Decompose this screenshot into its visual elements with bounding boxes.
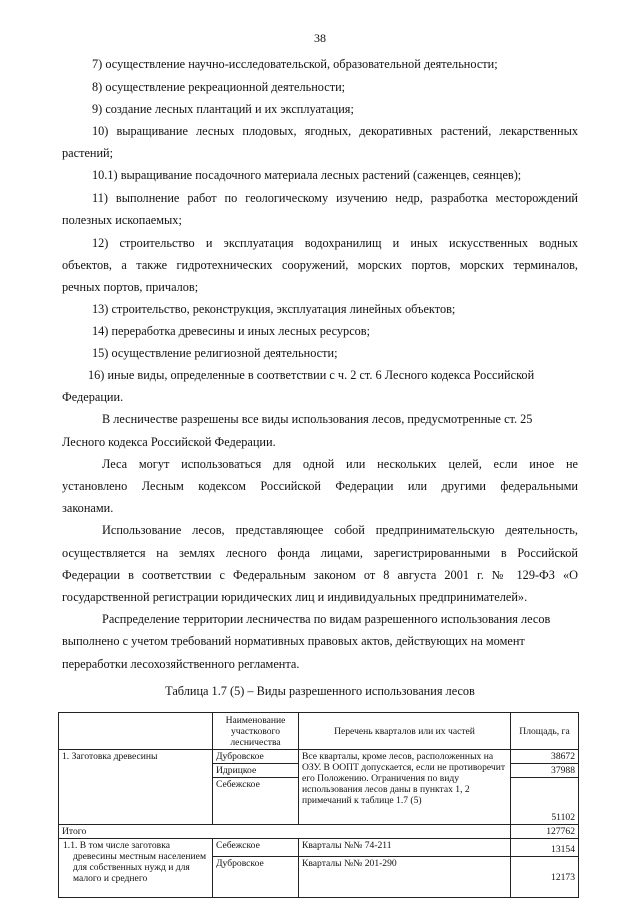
text-line: переработки лесохозяйственного регламента. <box>62 657 300 671</box>
text-line: полезных ископаемых; <box>62 213 182 227</box>
use-type-cell: 1. Заготовка древесины <box>59 750 213 825</box>
area-cell <box>511 750 579 825</box>
forestry-name: Идрицкое <box>213 764 298 778</box>
table-row-total <box>59 825 579 839</box>
text-line: 12) строительство и эксплуатация водохранилищ и иных искусственных водных <box>92 236 578 250</box>
quarters-cell: Кварталы №№ 74-211 <box>299 839 511 857</box>
text-line: Использование лесов, представляющее собой предпринимательскую деятельность, <box>102 523 578 537</box>
text-line: выполнено с учетом требований нормативных правовых актов, действующих на момент <box>62 634 525 648</box>
text-line: 16) иные виды, определенные в соответствии с ч. 2 ст. 6 Лесного кодекса Российской <box>88 368 535 382</box>
text-line: В лесничестве разрешены все виды использования лесов, предусмотренные ст. 25 <box>102 412 533 426</box>
page-number: 38 <box>314 31 326 45</box>
area-value: 51102 <box>551 812 575 823</box>
forestry-name: Себежское <box>213 839 299 857</box>
use-type-cell: 1.1. В том числе заготовка древесины местным населением для собственных нужд и для малого и среднего <box>59 839 213 898</box>
quarters-cell: Кварталы №№ 201-290 <box>299 857 511 898</box>
header-area: Площадь, га <box>511 713 579 750</box>
forestry-name: Себежское <box>216 779 260 790</box>
text-line: Лесного кодекса Российской Федерации. <box>62 435 276 449</box>
text-line: законами. <box>62 501 114 515</box>
forestry-cell <box>213 750 299 825</box>
text-line: 15) осуществление религиозной деятельности; <box>92 346 338 360</box>
quarters-cell: Все кварталы, кроме лесов, расположенных на ОЗУ. В ООПТ допускается, если не противоречит его Положению. Ограничения по виду использования лесов даны в пунктах 1, 2 примечаний к таблице 1.7 (5) <box>299 750 511 825</box>
total-label: Итого <box>59 825 511 839</box>
text-line: 13) строительство, реконструкция, эксплуатация линейных объектов; <box>92 302 456 316</box>
text-line: установлено Лесным кодексом Российской Федерации или другими федеральными <box>62 479 578 493</box>
text-line: Распределение территории лесничества по видам разрешенного использования лесов <box>102 612 551 626</box>
text-line: объектов, а также гидротехнических сооружений, морских портов, морских терминалов, <box>62 258 578 272</box>
text-line: 8) осуществление рекреационной деятельности; <box>92 80 346 94</box>
text-line: государственной регистрации юридических лиц и индивидуальных предпринимателей». <box>62 590 528 604</box>
forestry-name: Дубровское <box>213 857 299 898</box>
total-area: 127762 <box>511 825 579 839</box>
text-line: 10.1) выращивание посадочного материала лесных растений (саженцев, сеянцев); <box>92 168 522 182</box>
area-value: 13154 <box>511 839 579 857</box>
text-line: 10) выращивание лесных плодовых, ягодных, декоративных растений, лекарственных <box>92 124 578 138</box>
text-line: Федерации. <box>62 390 124 404</box>
text-line: 11) выполнение работ по геологическому изучению недр, разработка месторождений <box>92 191 578 205</box>
text-line: 7) осуществление научно-исследовательской, образовательной деятельности; <box>92 57 498 71</box>
table-row <box>59 750 579 825</box>
table-row <box>59 839 579 857</box>
text-line: речных портов, причалов; <box>62 280 199 294</box>
text-line: Леса могут использоваться для одной или нескольких целей, если иное не <box>102 457 578 471</box>
forestry-name: Дубровское <box>213 750 298 764</box>
text-line: 9) создание лесных плантаций и их эксплуатация; <box>92 102 354 116</box>
area-value: 12173 <box>511 857 579 898</box>
area-value: 37988 <box>511 764 578 778</box>
header-forestry: Наименование участкового лесничества <box>213 713 299 750</box>
text-line: растений; <box>62 146 114 160</box>
header-empty-cell <box>59 713 213 750</box>
header-quarters: Перечень кварталов или их частей <box>299 713 511 750</box>
table-header-row <box>59 713 579 750</box>
text-line: Федерации в соответствии с Федеральным законом от 8 августа 2001 г. № 129-ФЗ «О <box>62 568 578 582</box>
text-line: осуществляется на землях лесного фонда лицами, зарегистрированными в Российской <box>62 546 578 560</box>
text-line: 14) переработка древесины и иных лесных ресурсов; <box>92 324 371 338</box>
table-caption: Таблица 1.7 (5) – Виды разрешенного использования лесов <box>165 684 475 698</box>
land-use-table <box>58 712 579 898</box>
area-value: 38672 <box>511 750 578 764</box>
